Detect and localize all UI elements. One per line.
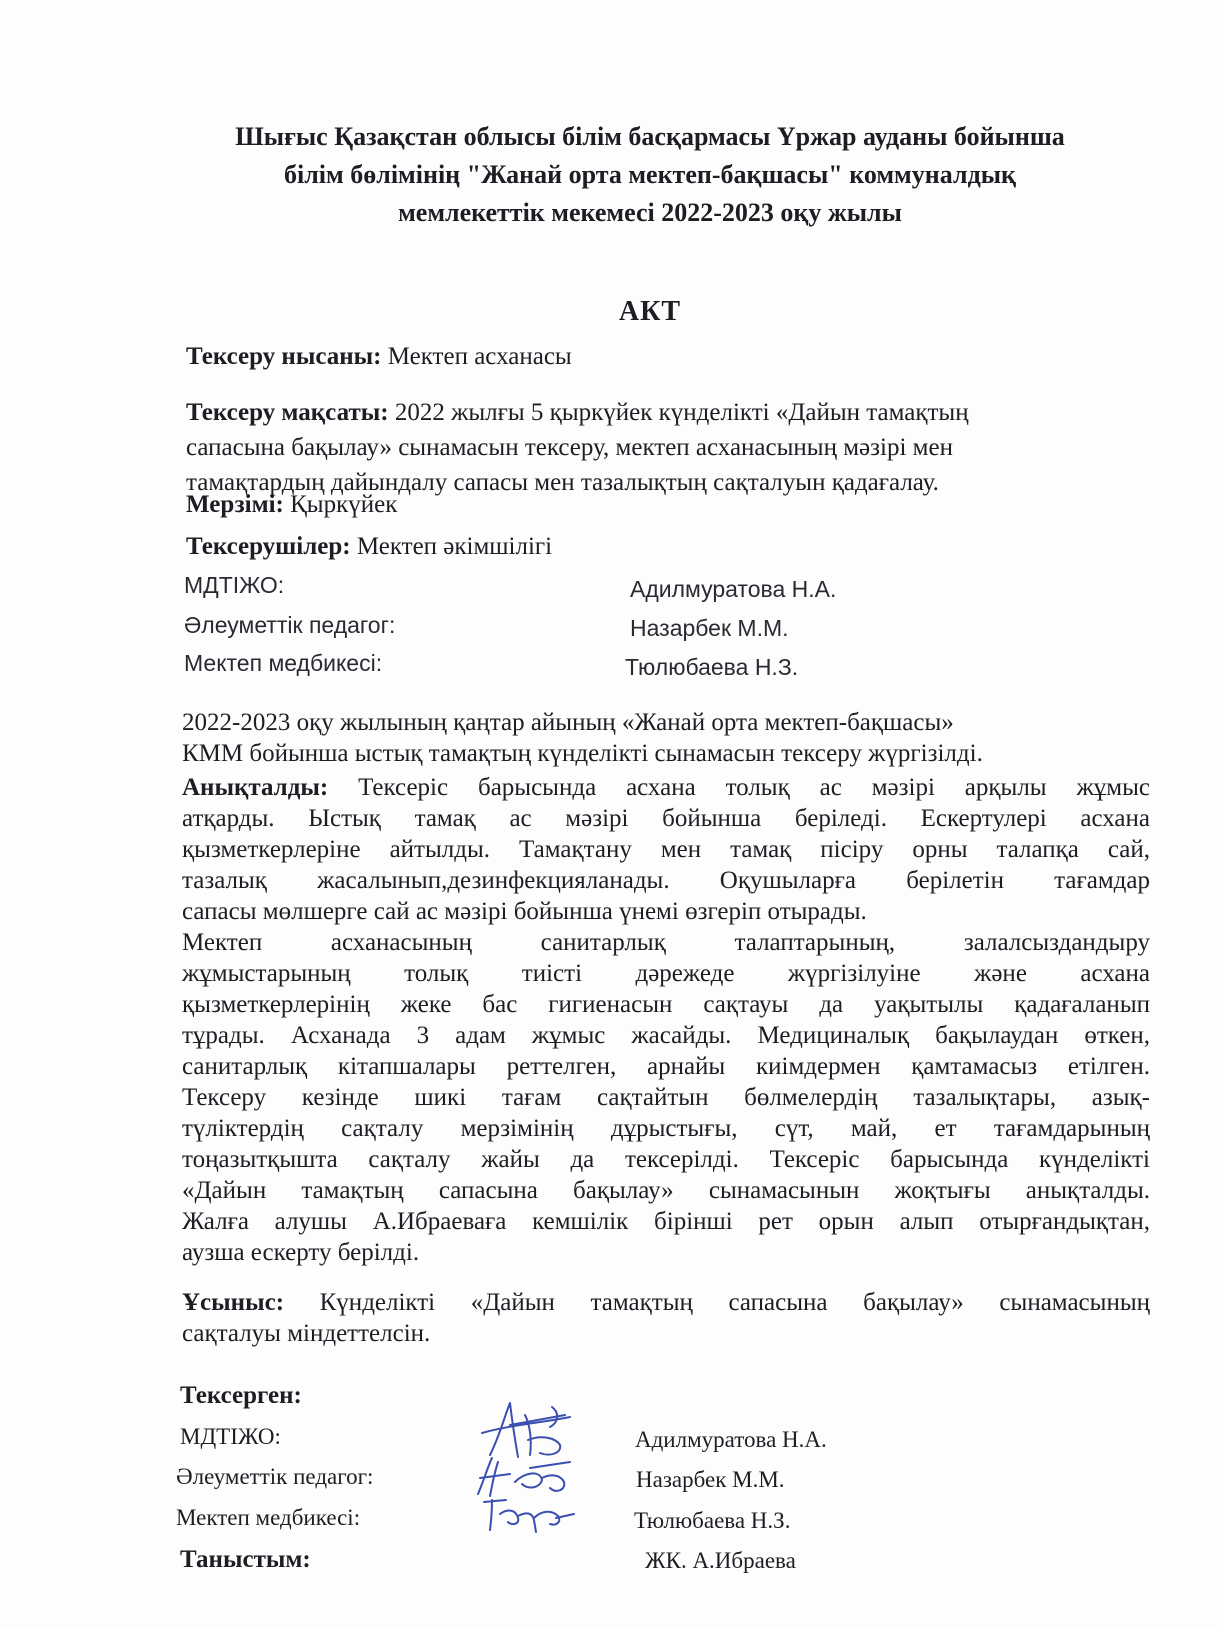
intro-line-1: 2022-2023 оқу жылының қаңтар айының «Жанай орта мектеп-бақшасы» — [182, 709, 954, 736]
header-line-1: Шығыс Қазақстан облысы білім басқармасы Үржар ауданы бойынша — [235, 122, 1065, 151]
signoff-name: Назарбек М.М. — [636, 1467, 785, 1492]
deadline-label: Мерзімі: — [186, 491, 284, 518]
inspection-object — [186, 343, 572, 371]
findings-line: Тексеріс барысында асхана толық ас мәзірі арқылы жұмыс — [328, 774, 1150, 801]
checked-by-heading — [180, 1382, 302, 1410]
findings-line: аузша ескерту берілді. — [182, 1239, 420, 1266]
inspectors-value: Мектеп әкімшілігі — [350, 533, 553, 560]
intro-paragraph — [182, 707, 1150, 769]
findings-line: түліктердің сақталу мерзімінің дұрыстығы, сүт, май, ет тағамдарының — [182, 1115, 1150, 1142]
findings-line: Мектеп асханасының санитарлық талаптарының, залалсыздандыру — [182, 929, 1150, 956]
signoff-name: Адилмуратова Н.А. — [635, 1427, 827, 1452]
recommendation-paragraph — [182, 1287, 1150, 1349]
inspection-deadline — [186, 491, 397, 519]
inspection-purpose — [186, 395, 1066, 500]
findings-line: тазалық жасалынып,дезинфекцияланады. Оқушыларға берілетін тағамдар — [182, 867, 1150, 894]
findings-line: қызметкерлеріне айтылды. Тамақтану мен тамақ пісіру орны талапқа сай, — [182, 836, 1150, 863]
findings-line: тоңазытқышта сақталу жайы да тексерілді. Тексеріс барысында күнделікті — [182, 1146, 1150, 1173]
findings-line: сапасы мөлшерге сай ас мәзірі бойынша үнемі өзгеріп отырады. — [182, 898, 867, 925]
findings-line: санитарлық кітапшалары реттелген, арнайы киімдермен қамтамасыз етілген. — [182, 1053, 1150, 1080]
purpose-line-1: 2022 жылғы 5 қыркүйек күнделікті «Дайын тамақтың — [388, 399, 969, 426]
acquainted-row — [180, 1546, 311, 1574]
inspector-name: Тюлюбаева Н.З. — [625, 654, 799, 680]
document-title: АКТ — [618, 296, 682, 327]
findings-line: қызметкерлерінің жеке бас гигиенасын сақтауы да уақытылы қадағаланып — [182, 991, 1150, 1018]
checked-by-label: Тексерген: — [180, 1382, 302, 1409]
inspection-object-value: Мектеп асханасы — [381, 343, 572, 370]
findings-paragraph — [182, 772, 1150, 1268]
findings-line: тұрады. Асханада 3 адам жұмыс жасайды. Медициналық бақылаудан өткен, — [182, 1022, 1150, 1049]
inspector-role: Мектеп медбикесі: — [184, 650, 383, 676]
signoff-role: МДТІЖО: — [180, 1424, 281, 1449]
inspector-name: Назарбек М.М. — [630, 615, 789, 641]
signoff-name: Тюлюбаева Н.З. — [634, 1508, 791, 1533]
recommendation-label: Ұсыныс: — [182, 1289, 285, 1316]
findings-line: «Дайын тамақтың сапасына бақылау» сынамасынын жоқтығы анықталды. — [182, 1177, 1150, 1204]
inspectors-label: Тексерушілер: — [186, 533, 351, 560]
signoff-role: Мектеп медбикесі: — [176, 1505, 361, 1530]
acquainted-label: Таныстым: — [180, 1546, 311, 1573]
signature-3-icon — [478, 1492, 578, 1534]
header-line-3: мемлекеттік мекемесі 2022-2023 оқу жылы — [398, 198, 902, 227]
document-header — [150, 118, 1150, 232]
recommendation-line: Күнделікті «Дайын тамақтың сапасына бақылау» сынамасының — [284, 1289, 1150, 1316]
findings-line: жұмыстарының толық тиісті дәрежеде жүргізілуіне және асхана — [182, 960, 1150, 987]
inspection-object-label: Тексеру нысаны: — [186, 343, 382, 370]
recommendation-line: сақталуы міндеттелсін. — [182, 1320, 431, 1347]
deadline-value: Қыркүйек — [283, 491, 398, 518]
findings-line: атқарды. Ыстық тамақ ас мәзірі бойынша беріледі. Ескертулері асхана — [182, 805, 1150, 832]
inspector-name: Адилмуратова Н.А. — [630, 576, 837, 602]
findings-line: Жалға алушы А.Ибраеваға кемшілік бірінші рет орын алып отырғандықтан, — [182, 1208, 1150, 1235]
findings-label: Анықталды: — [182, 774, 329, 801]
inspector-role: МДТІЖО: — [184, 572, 285, 598]
intro-line-2: КММ бойынша ыстық тамақтың күнделікті сынамасын тексеру жүргізілді. — [182, 740, 983, 767]
inspection-purpose-label: Тексеру мақсаты: — [186, 399, 389, 426]
inspectors — [186, 533, 552, 561]
acquainted-name: ЖК. А.Ибраева — [645, 1548, 796, 1573]
purpose-line-3: тамақтардың дайындалу сапасы мен тазалықтың сақталуын қадағалау. — [186, 469, 939, 496]
header-line-2: білім бөлімінің "Жанай орта мектеп-бақшасы" коммуналдық — [283, 160, 1016, 189]
findings-line: Тексеру кезінде шикі тағам сақтайтын бөлмелердің тазалықтары, азық- — [182, 1084, 1150, 1111]
inspector-role: Әлеуметтік педагог: — [184, 612, 396, 638]
signoff-role: Әлеуметтік педагог: — [176, 1464, 374, 1489]
purpose-line-2: сапасына бақылау» сынамасын тексеру, мектеп асханасының мәзірі мен — [186, 434, 953, 461]
